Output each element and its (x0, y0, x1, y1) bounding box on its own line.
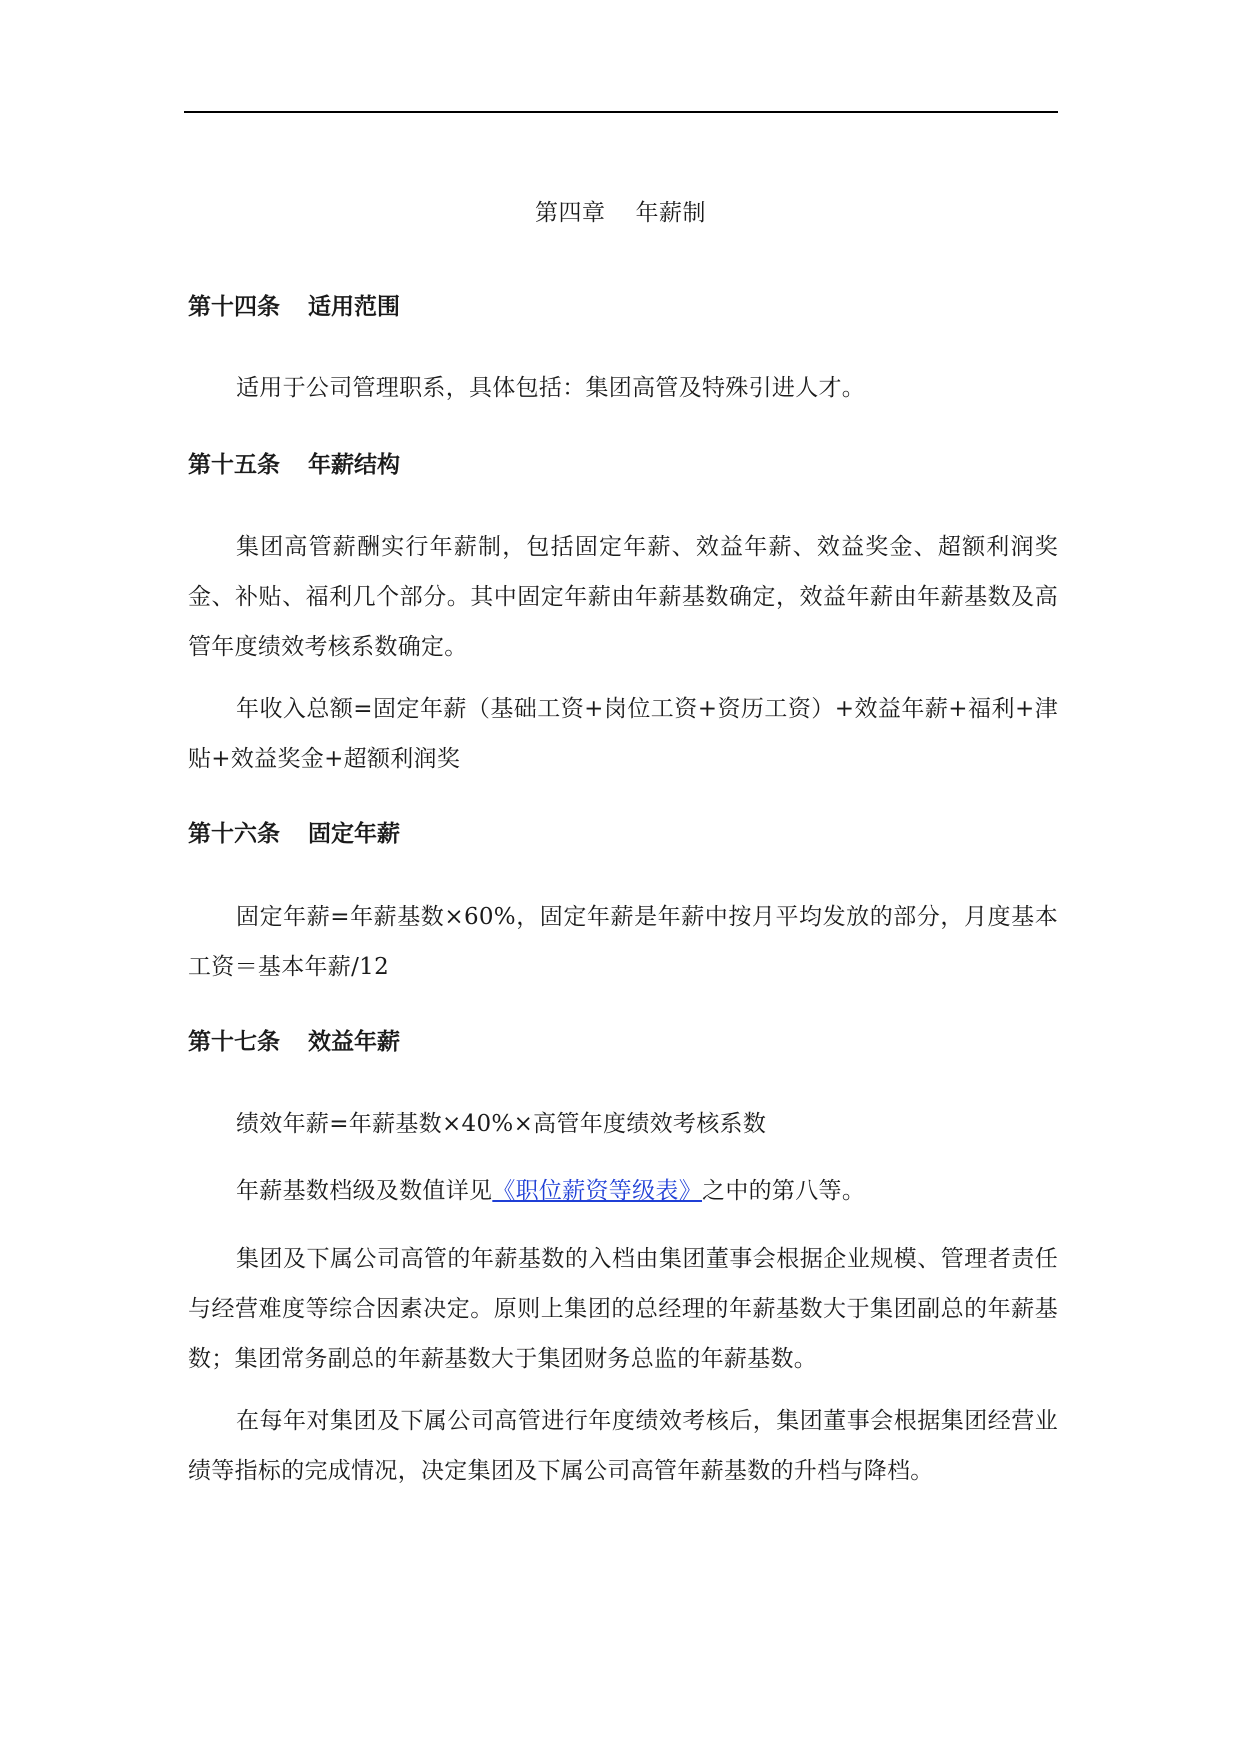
article-17-paragraph-1: 绩效年薪=年薪基数×40%×高管年度绩效考核系数 (236, 1111, 767, 1137)
chapter-title (0, 197, 1241, 229)
article-17-paragraph-2: 集团及下属公司高管的年薪基数的入档由集团董事会根据企业规模、管理者责任与经营难度等综合因素决定。原则上集团的总经理的年薪基数大于集团副总的年薪基数；集团常务副总的年薪基数大于集团财务总监的年薪基数。 (188, 1246, 1058, 1372)
article-16-paragraph-1: 固定年薪=年薪基数×60%，固定年薪是年薪中按月平均发放的部分，月度基本工资＝基本年薪/12 (188, 904, 1058, 980)
link-paragraph-suffix: 之中的第八等。 (702, 1178, 866, 1204)
link-paragraph-prefix: 年薪基数档级及数值详见 (236, 1178, 493, 1204)
article-16-heading (188, 818, 400, 850)
article-number: 第十四条 (188, 294, 280, 320)
salary-grade-table-link[interactable]: 《职位薪资等级表》 (492, 1178, 703, 1204)
article-17-paragraph-3: 在每年对集团及下属公司高管进行年度绩效考核后，集团董事会根据集团经营业绩等指标的完成情况，决定集团及下属公司高管年薪基数的升档与降档。 (188, 1408, 1058, 1484)
chapter-name: 年薪制 (635, 200, 706, 226)
article-14-paragraph-1: 适用于公司管理职系，具体包括：集团高管及特殊引进人才。 (236, 375, 866, 401)
article-17-heading (188, 1026, 400, 1058)
article-number: 第十七条 (188, 1029, 280, 1055)
article-title: 效益年薪 (308, 1029, 400, 1055)
article-15-heading (188, 449, 400, 481)
header-rule (184, 111, 1058, 113)
article-15-paragraph-1: 集团高管薪酬实行年薪制，包括固定年薪、效益年薪、效益奖金、超额利润奖金、补贴、福利几个部分。其中固定年薪由年薪基数确定，效益年薪由年薪基数及高管年度绩效考核系数确定。 (188, 534, 1058, 660)
article-title: 固定年薪 (308, 821, 400, 847)
article-title: 适用范围 (308, 294, 400, 320)
chapter-number: 第四章 (535, 200, 606, 226)
article-number: 第十六条 (188, 821, 280, 847)
article-number: 第十五条 (188, 452, 280, 478)
article-15-paragraph-2: 年收入总额=固定年薪（基础工资+岗位工资+资历工资）+效益年薪+福利+津贴+效益奖金+超额利润奖 (188, 696, 1058, 772)
article-17-link-paragraph (188, 1166, 1058, 1216)
article-14-heading (188, 291, 400, 323)
article-title: 年薪结构 (308, 452, 400, 478)
